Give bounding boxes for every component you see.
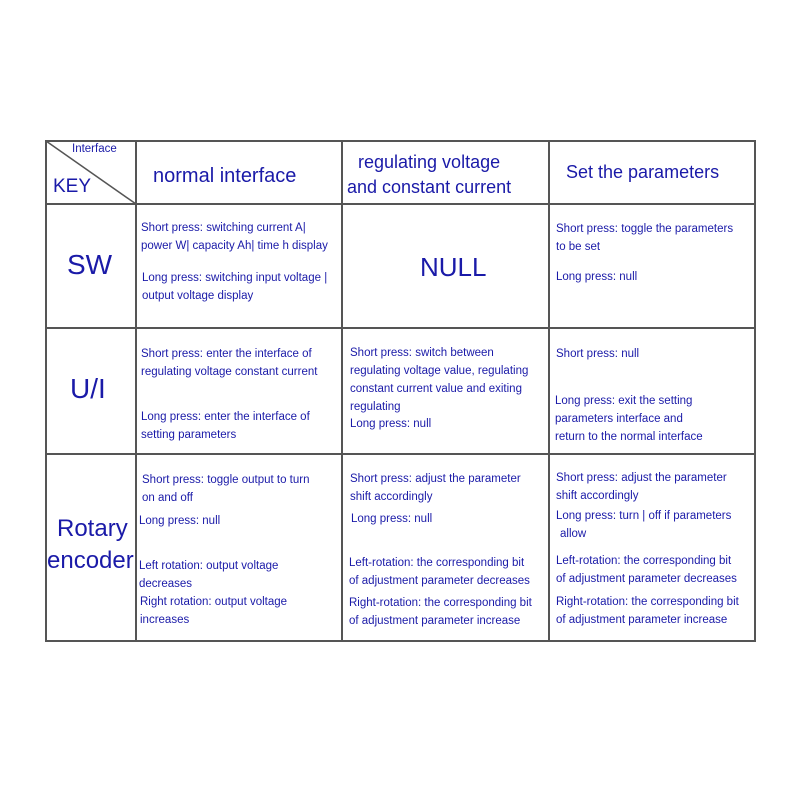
table-border-right [754, 140, 756, 642]
sw-set-line: Long press: null [556, 271, 638, 283]
sw-normal-line: power W| capacity Ah| time h display [141, 240, 328, 252]
rotary-regulating-line: Right-rotation: the corresponding bit [349, 597, 532, 609]
ui-regulating-line: Short press: switch between [350, 347, 494, 359]
header-divider [45, 203, 756, 205]
row-divider [45, 453, 756, 455]
sw-set-line: Short press: toggle the parameters [556, 223, 734, 235]
ui-normal-line: Long press: enter the interface of [141, 411, 310, 423]
key-ui: U/I [70, 373, 106, 404]
table-border-top [45, 140, 756, 142]
ui-regulating-line: constant current value and exiting [350, 383, 522, 395]
rotary-regulating-line: Long press: null [351, 513, 433, 525]
rotary-normal-line: increases [140, 614, 190, 626]
rotary-normal-line: decreases [139, 578, 193, 590]
column-header-regulating-line1: regulating voltage [358, 152, 501, 172]
rotary-set-line: shift accordingly [556, 490, 639, 502]
rotary-set-line: allow [560, 528, 587, 540]
sw-set-line: to be set [556, 241, 601, 253]
table-border-bottom [45, 640, 756, 642]
column-divider [135, 140, 137, 642]
column-header-set: Set the parameters [566, 162, 720, 182]
column-divider [341, 140, 343, 642]
rotary-normal-line: Long press: null [139, 515, 221, 527]
rotary-normal-line: Right rotation: output voltage [140, 596, 288, 608]
ui-set-line: Long press: exit the setting [555, 395, 693, 407]
ui-regulating-line: Long press: null [350, 418, 432, 430]
column-header-regulating-line2: and constant current [347, 177, 512, 197]
ui-set-line: Short press: null [556, 348, 640, 360]
rotary-normal-line: on and off [142, 492, 193, 504]
column-divider [548, 140, 550, 642]
key-label: KEY [53, 176, 92, 197]
rotary-set-line: Right-rotation: the corresponding bit [556, 596, 739, 608]
rotary-set-line: of adjustment parameter increase [556, 614, 728, 626]
ui-set-line: return to the normal interface [555, 431, 703, 443]
rotary-regulating-line: Left-rotation: the corresponding bit [349, 557, 525, 569]
rotary-regulating-line: of adjustment parameter decreases [349, 575, 530, 587]
ui-normal-line: Short press: enter the interface of [141, 348, 312, 360]
rotary-regulating-line: shift accordingly [350, 491, 433, 503]
rotary-regulating-line: Short press: adjust the parameter [350, 473, 521, 485]
row-divider [45, 327, 756, 329]
sw-regulating-null: NULL [420, 252, 487, 282]
rotary-normal-line: Short press: toggle output to turn [142, 474, 310, 486]
column-header-normal: normal interface [153, 165, 297, 187]
key-sw: SW [67, 249, 113, 280]
key-rotary-line2: encoder [47, 547, 134, 574]
key-rotary-line1: Rotary [57, 515, 128, 542]
rotary-set-line: Short press: adjust the parameter [556, 472, 727, 484]
ui-normal-line: regulating voltage constant current [141, 366, 318, 378]
rotary-set-line: Left-rotation: the corresponding bit [556, 555, 732, 567]
sw-normal-line: output voltage display [142, 290, 254, 302]
ui-regulating-line: regulating voltage value, regulating [350, 365, 529, 377]
rotary-set-line: Long press: turn | off if parameters [556, 510, 732, 522]
ui-regulating-line: regulating [350, 401, 401, 413]
ui-normal-line: setting parameters [141, 429, 237, 441]
sw-normal-line: Short press: switching current A| [141, 222, 306, 234]
rotary-normal-line: Left rotation: output voltage [139, 560, 279, 572]
interface-label: Interface [72, 143, 117, 155]
rotary-set-line: of adjustment parameter decreases [556, 573, 737, 585]
sw-normal-line: Long press: switching input voltage | [142, 272, 328, 284]
ui-set-line: parameters interface and [555, 413, 683, 425]
rotary-regulating-line: of adjustment parameter increase [349, 615, 521, 627]
